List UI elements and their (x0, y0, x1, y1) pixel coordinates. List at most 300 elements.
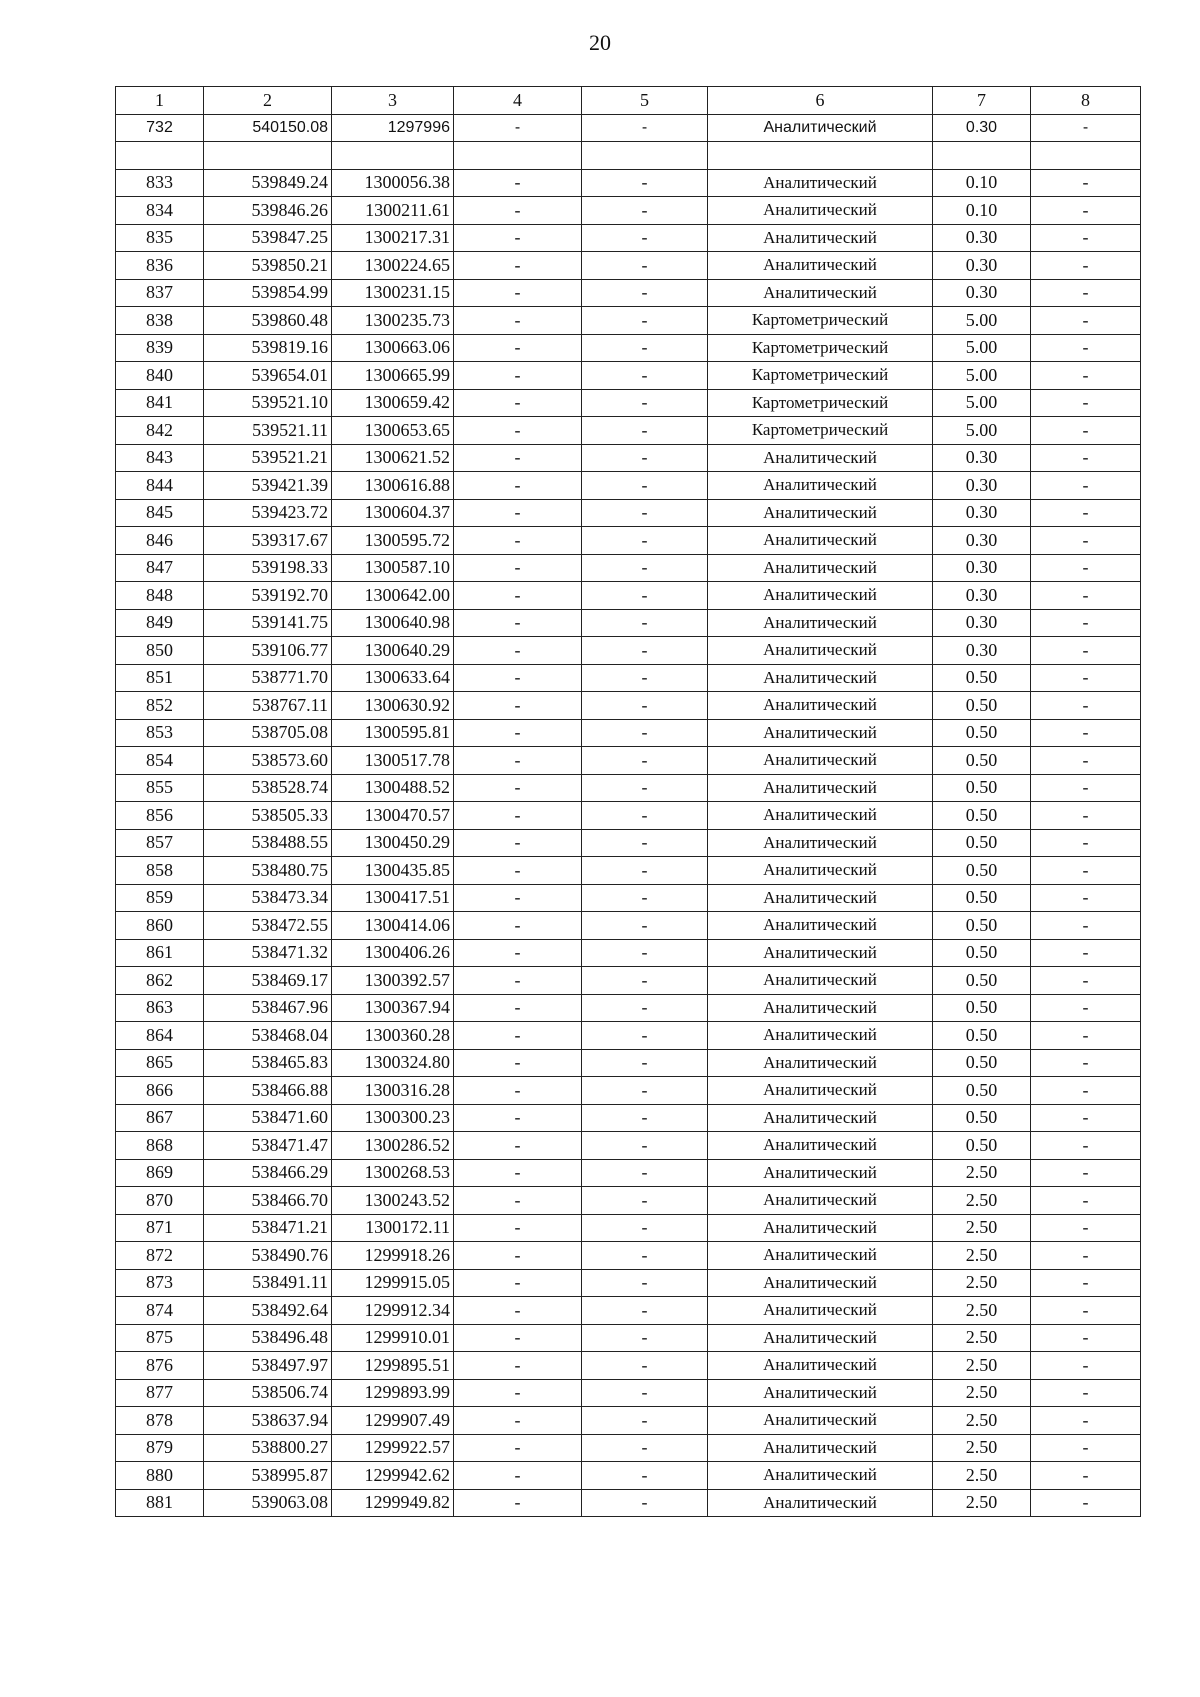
y-coordinate-cell: 1297996 (332, 114, 454, 142)
column-5-cell: - (582, 747, 708, 775)
x-coordinate-cell: 539860.48 (204, 307, 332, 335)
method-cell: Аналитический (708, 994, 933, 1022)
point-number-cell: 866 (116, 1077, 204, 1105)
point-number-cell: 850 (116, 637, 204, 665)
method-cell: Аналитический (708, 1434, 933, 1462)
table-row (116, 1077, 1141, 1105)
column-4-cell: - (454, 1324, 582, 1352)
column-8-cell: - (1031, 252, 1141, 280)
x-coordinate-cell: 538471.60 (204, 1104, 332, 1132)
point-number-cell: 846 (116, 527, 204, 555)
point-number-cell: 858 (116, 857, 204, 885)
x-coordinate-cell: 538471.32 (204, 939, 332, 967)
method-cell: Картометрический (708, 362, 933, 390)
column-4-cell: - (454, 527, 582, 555)
table-row (116, 829, 1141, 857)
x-coordinate-cell: 538467.96 (204, 994, 332, 1022)
accuracy-cell: 5.00 (933, 362, 1031, 390)
column-8-cell: - (1031, 1297, 1141, 1325)
column-4-cell: - (454, 417, 582, 445)
x-coordinate-cell: 538573.60 (204, 747, 332, 775)
point-number-cell: 842 (116, 417, 204, 445)
accuracy-cell: 0.30 (933, 609, 1031, 637)
point-number-cell: 840 (116, 362, 204, 390)
column-4-cell: - (454, 114, 582, 142)
point-number-cell: 852 (116, 692, 204, 720)
accuracy-cell: 2.50 (933, 1242, 1031, 1270)
column-4-cell: - (454, 1379, 582, 1407)
column-4-cell: - (454, 1214, 582, 1242)
column-4-cell: - (454, 774, 582, 802)
column-8-cell: - (1031, 224, 1141, 252)
accuracy-cell: 2.50 (933, 1434, 1031, 1462)
x-coordinate-cell: 538471.47 (204, 1132, 332, 1160)
column-5-cell: - (582, 1242, 708, 1270)
page-number: 20 (589, 30, 611, 55)
table-row (116, 472, 1141, 500)
column-4-cell: - (454, 1132, 582, 1160)
column-8-cell: - (1031, 1324, 1141, 1352)
point-number-cell: 877 (116, 1379, 204, 1407)
method-cell: Аналитический (708, 829, 933, 857)
column-5-cell: - (582, 1049, 708, 1077)
method-cell: Картометрический (708, 334, 933, 362)
accuracy-cell: 0.30 (933, 114, 1031, 142)
point-number-cell: 860 (116, 912, 204, 940)
accuracy-cell: 0.30 (933, 637, 1031, 665)
accuracy-cell: 0.50 (933, 912, 1031, 940)
table-row (116, 609, 1141, 637)
column-8-cell: - (1031, 472, 1141, 500)
column-8-cell: - (1031, 609, 1141, 637)
column-4-cell: - (454, 939, 582, 967)
method-cell: Аналитический (708, 1379, 933, 1407)
method-cell: Аналитический (708, 664, 933, 692)
table-row (116, 417, 1141, 445)
method-cell: Аналитический (708, 802, 933, 830)
accuracy-cell: 0.30 (933, 527, 1031, 555)
column-8-cell: - (1031, 912, 1141, 940)
method-cell: Аналитический (708, 719, 933, 747)
point-number-cell: 869 (116, 1159, 204, 1187)
column-header: 5 (582, 87, 708, 115)
column-8-cell: - (1031, 994, 1141, 1022)
method-cell: Аналитический (708, 1489, 933, 1517)
x-coordinate-cell: 539850.21 (204, 252, 332, 280)
table-row (116, 444, 1141, 472)
column-8-cell: - (1031, 169, 1141, 197)
method-cell: Аналитический (708, 967, 933, 995)
column-5-cell: - (582, 197, 708, 225)
column-4-cell: - (454, 499, 582, 527)
column-4-cell: - (454, 279, 582, 307)
column-5-cell: - (582, 637, 708, 665)
accuracy-cell: 0.50 (933, 829, 1031, 857)
column-5-cell: - (582, 169, 708, 197)
column-8-cell: - (1031, 1214, 1141, 1242)
accuracy-cell: 2.50 (933, 1187, 1031, 1215)
x-coordinate-cell: 538465.83 (204, 1049, 332, 1077)
point-number-cell: 732 (116, 114, 204, 142)
point-number-cell: 874 (116, 1297, 204, 1325)
method-cell: Аналитический (708, 554, 933, 582)
table-row (116, 884, 1141, 912)
x-coordinate-cell: 539198.33 (204, 554, 332, 582)
x-coordinate-cell: 539423.72 (204, 499, 332, 527)
point-number-cell: 841 (116, 389, 204, 417)
table-row (116, 1104, 1141, 1132)
column-4-cell: - (454, 912, 582, 940)
column-5-cell: - (582, 967, 708, 995)
point-number-cell: 835 (116, 224, 204, 252)
table-row (116, 1489, 1141, 1517)
x-coordinate-cell: 539849.24 (204, 169, 332, 197)
column-5-cell: - (582, 802, 708, 830)
y-coordinate-cell: 1299912.34 (332, 1297, 454, 1325)
point-number-cell: 853 (116, 719, 204, 747)
y-coordinate-cell: 1300414.06 (332, 912, 454, 940)
y-coordinate-cell: 1300640.98 (332, 609, 454, 637)
column-8-cell: - (1031, 1489, 1141, 1517)
column-8-cell: - (1031, 664, 1141, 692)
accuracy-cell: 0.50 (933, 719, 1031, 747)
point-number-cell: 863 (116, 994, 204, 1022)
column-5-cell: - (582, 1352, 708, 1380)
accuracy-cell: 0.50 (933, 774, 1031, 802)
y-coordinate-cell: 1300435.85 (332, 857, 454, 885)
column-5-cell: - (582, 1187, 708, 1215)
method-cell: Аналитический (708, 1132, 933, 1160)
y-coordinate-cell: 1300616.88 (332, 472, 454, 500)
column-header: 6 (708, 87, 933, 115)
point-number-cell: 834 (116, 197, 204, 225)
column-5-cell: - (582, 1132, 708, 1160)
accuracy-cell: 2.50 (933, 1159, 1031, 1187)
x-coordinate-cell: 538995.87 (204, 1462, 332, 1490)
accuracy-cell: 2.50 (933, 1352, 1031, 1380)
point-number-cell: 873 (116, 1269, 204, 1297)
point-number-cell: 844 (116, 472, 204, 500)
column-4-cell: - (454, 334, 582, 362)
point-number-cell: 839 (116, 334, 204, 362)
table-row (116, 334, 1141, 362)
table-row (116, 1022, 1141, 1050)
x-coordinate-cell: 538528.74 (204, 774, 332, 802)
column-8-cell: - (1031, 747, 1141, 775)
accuracy-cell: 2.50 (933, 1407, 1031, 1435)
y-coordinate-cell: 1300172.11 (332, 1214, 454, 1242)
column-8-cell: - (1031, 279, 1141, 307)
table-row (116, 1132, 1141, 1160)
x-coordinate-cell: 538505.33 (204, 802, 332, 830)
accuracy-cell: 2.50 (933, 1297, 1031, 1325)
point-number-cell: 855 (116, 774, 204, 802)
column-5-cell: - (582, 334, 708, 362)
column-5-cell: - (582, 389, 708, 417)
x-coordinate-cell: 539846.26 (204, 197, 332, 225)
column-5-cell: - (582, 1269, 708, 1297)
y-coordinate-cell: 1300640.29 (332, 637, 454, 665)
y-coordinate-cell: 1299910.01 (332, 1324, 454, 1352)
table-row (116, 1159, 1141, 1187)
y-coordinate-cell: 1300417.51 (332, 884, 454, 912)
y-coordinate-cell: 1300653.65 (332, 417, 454, 445)
x-coordinate-cell: 539141.75 (204, 609, 332, 637)
x-coordinate-cell: 539106.77 (204, 637, 332, 665)
table-row (116, 527, 1141, 555)
table-row (116, 1324, 1141, 1352)
column-8-cell: - (1031, 1049, 1141, 1077)
table-row (116, 994, 1141, 1022)
column-8-cell: - (1031, 417, 1141, 445)
table-row (116, 169, 1141, 197)
method-cell: Аналитический (708, 637, 933, 665)
method-cell: Аналитический (708, 197, 933, 225)
method-cell: Аналитический (708, 1187, 933, 1215)
point-number-cell: 862 (116, 967, 204, 995)
table-row (116, 582, 1141, 610)
y-coordinate-cell: 1300621.52 (332, 444, 454, 472)
method-cell (708, 142, 933, 170)
column-8-cell: - (1031, 857, 1141, 885)
column-8-cell: - (1031, 829, 1141, 857)
table-row (116, 1242, 1141, 1270)
y-coordinate-cell: 1300587.10 (332, 554, 454, 582)
column-4-cell: - (454, 1352, 582, 1380)
point-number-cell: 833 (116, 169, 204, 197)
accuracy-cell: 5.00 (933, 307, 1031, 335)
y-coordinate-cell: 1300056.38 (332, 169, 454, 197)
x-coordinate-cell: 539521.10 (204, 389, 332, 417)
column-5-cell: - (582, 472, 708, 500)
method-cell: Аналитический (708, 912, 933, 940)
x-coordinate-cell: 538473.34 (204, 884, 332, 912)
point-number-cell: 878 (116, 1407, 204, 1435)
column-8-cell: - (1031, 307, 1141, 335)
accuracy-cell: 2.50 (933, 1214, 1031, 1242)
accuracy-cell: 0.50 (933, 664, 1031, 692)
column-4-cell: - (454, 884, 582, 912)
column-5-cell: - (582, 692, 708, 720)
point-number-cell: 871 (116, 1214, 204, 1242)
column-4-cell: - (454, 802, 582, 830)
point-number-cell: 861 (116, 939, 204, 967)
column-8-cell: - (1031, 1379, 1141, 1407)
column-8-cell: - (1031, 527, 1141, 555)
method-cell: Аналитический (708, 527, 933, 555)
x-coordinate-cell: 538480.75 (204, 857, 332, 885)
column-5-cell: - (582, 1489, 708, 1517)
table-row (116, 554, 1141, 582)
column-5-cell: - (582, 609, 708, 637)
y-coordinate-cell: 1300360.28 (332, 1022, 454, 1050)
column-5-cell: - (582, 664, 708, 692)
column-8-cell: - (1031, 1104, 1141, 1132)
column-4-cell: - (454, 362, 582, 390)
y-coordinate-cell: 1299949.82 (332, 1489, 454, 1517)
table-row (116, 857, 1141, 885)
y-coordinate-cell: 1300231.15 (332, 279, 454, 307)
column-5-cell: - (582, 1407, 708, 1435)
x-coordinate-cell: 538705.08 (204, 719, 332, 747)
accuracy-cell: 0.50 (933, 857, 1031, 885)
table-row (116, 939, 1141, 967)
column-8-cell: - (1031, 499, 1141, 527)
column-8-cell: - (1031, 1159, 1141, 1187)
column-8-cell: - (1031, 114, 1141, 142)
method-cell: Аналитический (708, 609, 933, 637)
column-4-cell: - (454, 664, 582, 692)
column-8-cell: - (1031, 1077, 1141, 1105)
accuracy-cell: 0.50 (933, 1077, 1031, 1105)
x-coordinate-cell: 538637.94 (204, 1407, 332, 1435)
x-coordinate-cell: 538466.88 (204, 1077, 332, 1105)
point-number-cell: 876 (116, 1352, 204, 1380)
y-coordinate-cell: 1299895.51 (332, 1352, 454, 1380)
column-4-cell: - (454, 994, 582, 1022)
column-5-cell: - (582, 252, 708, 280)
table-row (116, 1407, 1141, 1435)
x-coordinate-cell: 539847.25 (204, 224, 332, 252)
column-5-cell: - (582, 939, 708, 967)
x-coordinate-cell: 538488.55 (204, 829, 332, 857)
x-coordinate-cell: 538466.29 (204, 1159, 332, 1187)
y-coordinate-cell: 1300633.64 (332, 664, 454, 692)
point-number-cell: 872 (116, 1242, 204, 1270)
x-coordinate-cell: 538468.04 (204, 1022, 332, 1050)
point-number-cell: 845 (116, 499, 204, 527)
accuracy-cell: 2.50 (933, 1324, 1031, 1352)
column-4-cell: - (454, 719, 582, 747)
column-4-cell: - (454, 197, 582, 225)
x-coordinate-cell: 538471.21 (204, 1214, 332, 1242)
point-number-cell: 867 (116, 1104, 204, 1132)
column-8-cell: - (1031, 1187, 1141, 1215)
column-4-cell: - (454, 1077, 582, 1105)
column-4-cell: - (454, 747, 582, 775)
method-cell: Аналитический (708, 114, 933, 142)
column-4-cell: - (454, 1187, 582, 1215)
x-coordinate-cell: 539192.70 (204, 582, 332, 610)
accuracy-cell: 2.50 (933, 1269, 1031, 1297)
column-8-cell: - (1031, 362, 1141, 390)
method-cell: Аналитический (708, 224, 933, 252)
method-cell: Аналитический (708, 1242, 933, 1270)
column-5-cell: - (582, 1077, 708, 1105)
table-row (116, 1049, 1141, 1077)
method-cell: Аналитический (708, 1077, 933, 1105)
column-8-cell: - (1031, 554, 1141, 582)
method-cell: Картометрический (708, 417, 933, 445)
accuracy-cell: 0.50 (933, 994, 1031, 1022)
table-row (116, 1214, 1141, 1242)
x-coordinate-cell: 538466.70 (204, 1187, 332, 1215)
column-4-cell: - (454, 692, 582, 720)
column-5-cell: - (582, 224, 708, 252)
point-number-cell: 837 (116, 279, 204, 307)
point-number-cell: 838 (116, 307, 204, 335)
method-cell: Аналитический (708, 1159, 933, 1187)
column-5-cell: - (582, 1022, 708, 1050)
table-row (116, 1379, 1141, 1407)
method-cell: Аналитический (708, 857, 933, 885)
y-coordinate-cell: 1300450.29 (332, 829, 454, 857)
column-4-cell: - (454, 637, 582, 665)
y-coordinate-cell: 1300488.52 (332, 774, 454, 802)
table-row (116, 719, 1141, 747)
x-coordinate-cell (204, 142, 332, 170)
method-cell: Аналитический (708, 774, 933, 802)
column-4-cell: - (454, 582, 582, 610)
column-4-cell: - (454, 554, 582, 582)
y-coordinate-cell: 1299915.05 (332, 1269, 454, 1297)
method-cell: Аналитический (708, 1022, 933, 1050)
accuracy-cell: 0.30 (933, 499, 1031, 527)
column-4-cell: - (454, 472, 582, 500)
column-header: 8 (1031, 87, 1141, 115)
column-8-cell: - (1031, 967, 1141, 995)
x-coordinate-cell: 538497.97 (204, 1352, 332, 1380)
table-body (116, 114, 1141, 1517)
column-4-cell: - (454, 1269, 582, 1297)
column-5-cell: - (582, 774, 708, 802)
accuracy-cell: 0.30 (933, 554, 1031, 582)
column-5-cell: - (582, 1379, 708, 1407)
table-row (116, 1434, 1141, 1462)
accuracy-cell: 0.50 (933, 1049, 1031, 1077)
column-5-cell: - (582, 829, 708, 857)
table-row (116, 912, 1141, 940)
x-coordinate-cell: 538496.48 (204, 1324, 332, 1352)
column-header: 7 (933, 87, 1031, 115)
y-coordinate-cell: 1300224.65 (332, 252, 454, 280)
column-5-cell: - (582, 307, 708, 335)
y-coordinate-cell: 1300211.61 (332, 197, 454, 225)
point-number-cell: 880 (116, 1462, 204, 1490)
method-cell: Аналитический (708, 884, 933, 912)
accuracy-cell: 0.30 (933, 224, 1031, 252)
method-cell: Картометрический (708, 389, 933, 417)
column-5-cell: - (582, 1159, 708, 1187)
point-number-cell: 856 (116, 802, 204, 830)
column-5-cell: - (582, 1434, 708, 1462)
column-8-cell: - (1031, 334, 1141, 362)
column-4-cell: - (454, 1407, 582, 1435)
method-cell: Аналитический (708, 252, 933, 280)
accuracy-cell: 2.50 (933, 1489, 1031, 1517)
point-number-cell: 864 (116, 1022, 204, 1050)
accuracy-cell: 0.10 (933, 169, 1031, 197)
method-cell: Аналитический (708, 747, 933, 775)
table-row (116, 1462, 1141, 1490)
x-coordinate-cell: 539521.11 (204, 417, 332, 445)
point-number-cell: 859 (116, 884, 204, 912)
method-cell: Аналитический (708, 499, 933, 527)
method-cell: Аналитический (708, 582, 933, 610)
y-coordinate-cell: 1300663.06 (332, 334, 454, 362)
column-4-cell: - (454, 444, 582, 472)
table-row (116, 279, 1141, 307)
y-coordinate-cell: 1300217.31 (332, 224, 454, 252)
x-coordinate-cell: 538506.74 (204, 1379, 332, 1407)
x-coordinate-cell: 538472.55 (204, 912, 332, 940)
column-5-cell: - (582, 1297, 708, 1325)
column-4-cell: - (454, 224, 582, 252)
method-cell: Аналитический (708, 692, 933, 720)
y-coordinate-cell: 1299922.57 (332, 1434, 454, 1462)
column-5-cell: - (582, 994, 708, 1022)
table-row (116, 967, 1141, 995)
